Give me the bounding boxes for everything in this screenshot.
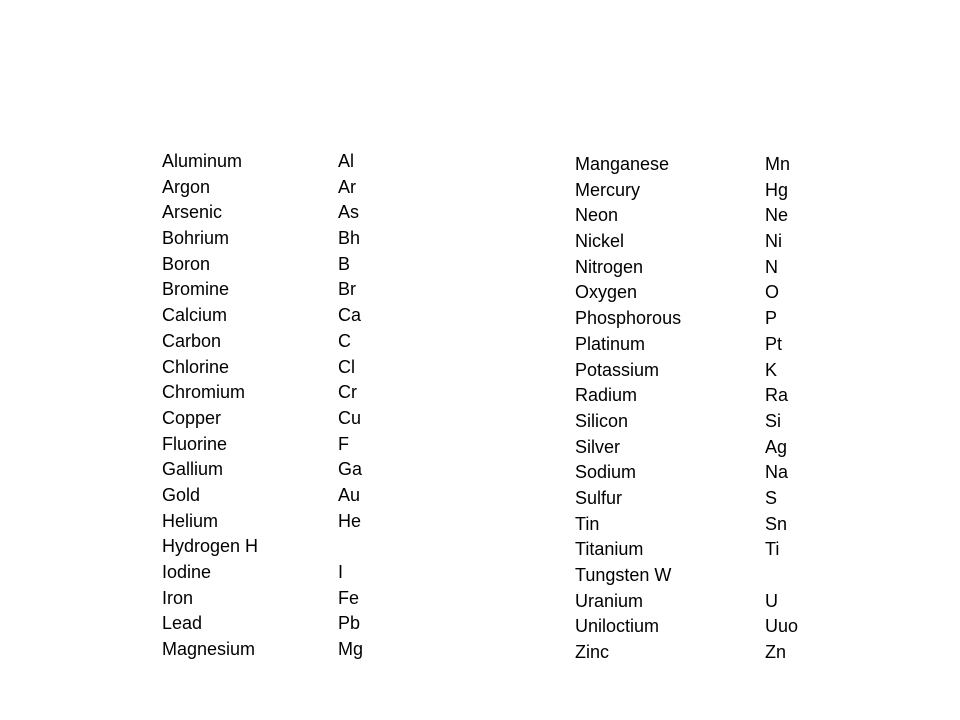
element-name: Gold — [162, 484, 201, 505]
element-name: Argon — [162, 176, 211, 197]
element-row — [162, 406, 363, 432]
element-name: Iron — [162, 587, 194, 608]
element-row — [162, 534, 363, 560]
element-name: Magnesium — [162, 639, 256, 660]
element-row — [575, 229, 798, 255]
element-row — [162, 483, 363, 509]
element-name: Nitrogen — [575, 256, 644, 277]
element-row — [162, 329, 363, 355]
element-row — [162, 149, 363, 175]
element-symbol: P — [765, 308, 778, 329]
element-row — [162, 586, 363, 612]
element-symbol: S — [765, 487, 778, 508]
element-row — [575, 563, 798, 589]
element-row — [575, 640, 798, 666]
element-row — [575, 435, 798, 461]
element-symbol: Ti — [765, 539, 780, 560]
element-row — [575, 306, 798, 332]
element-symbol: Br — [338, 279, 356, 300]
element-name: Oxygen — [575, 282, 638, 303]
element-row — [575, 537, 798, 563]
element-symbol: Hg — [765, 179, 789, 200]
element-name: Silicon — [575, 410, 629, 431]
element-symbol: He — [338, 510, 362, 531]
element-symbol: N — [765, 256, 778, 277]
element-name: Platinum — [575, 333, 646, 354]
element-name: Carbon — [162, 330, 222, 351]
element-row — [575, 358, 798, 384]
element-row — [162, 226, 363, 252]
element-row — [162, 611, 363, 637]
element-symbol: Al — [338, 151, 355, 171]
element-name: Fluorine — [162, 433, 228, 454]
element-name: Hydrogen H — [162, 536, 259, 557]
element-symbol: Na — [765, 462, 789, 483]
element-symbol: Au — [338, 484, 361, 505]
element-symbol: Mg — [338, 639, 364, 660]
element-name: Sodium — [575, 462, 637, 483]
element-symbol: Uuo — [765, 616, 799, 637]
element-symbol: I — [338, 562, 344, 582]
element-name: Chlorine — [162, 356, 230, 377]
element-row — [575, 383, 798, 409]
element-symbol: Cl — [338, 356, 355, 377]
element-name: Mercury — [575, 179, 641, 200]
element-row — [575, 589, 798, 615]
element-symbol: Ra — [765, 385, 789, 406]
element-symbol: F — [338, 433, 349, 454]
element-row — [162, 175, 363, 201]
element-symbol: Ar — [338, 176, 356, 197]
element-name: Aluminum — [162, 151, 243, 171]
element-row — [162, 457, 363, 483]
element-symbol: Pt — [765, 333, 783, 354]
element-name: Tungsten W — [575, 565, 672, 585]
element-row — [575, 332, 798, 358]
element-name: Neon — [575, 205, 619, 226]
element-symbol: Si — [765, 410, 782, 431]
element-name: Uranium — [575, 590, 644, 611]
element-row — [575, 460, 798, 486]
element-row — [575, 178, 798, 204]
element-symbol: U — [765, 590, 778, 611]
element-name: Potassium — [575, 359, 660, 380]
element-row — [575, 280, 798, 306]
element-name: Manganese — [575, 154, 670, 174]
element-row — [575, 203, 798, 229]
element-row — [575, 614, 798, 640]
element-name: Sulfur — [575, 487, 623, 508]
element-row — [162, 200, 363, 226]
element-symbol: Ne — [765, 205, 789, 226]
element-list-left — [162, 149, 363, 663]
element-name: Chromium — [162, 382, 246, 403]
element-list-right — [575, 152, 798, 666]
element-row — [162, 252, 363, 278]
element-row — [162, 380, 363, 406]
element-row — [575, 409, 798, 435]
element-symbol: As — [338, 202, 360, 223]
element-row — [575, 486, 798, 512]
element-symbol: Pb — [338, 613, 361, 634]
element-row — [162, 277, 363, 303]
element-name: Copper — [162, 407, 222, 428]
element-symbol: Ga — [338, 459, 363, 480]
element-symbol: Bh — [338, 228, 361, 249]
element-symbol: C — [338, 330, 351, 351]
element-row — [162, 560, 363, 586]
element-symbol: O — [765, 282, 780, 303]
element-row — [575, 255, 798, 281]
element-name: Bromine — [162, 279, 230, 300]
element-symbol: Ag — [765, 436, 788, 457]
element-row — [162, 637, 363, 663]
element-name: Radium — [575, 385, 638, 406]
element-name: Boron — [162, 253, 211, 274]
element-symbol: Cr — [338, 382, 357, 403]
element-symbol: Sn — [765, 513, 788, 534]
element-name: Titanium — [575, 539, 644, 560]
element-symbol: Mn — [765, 154, 791, 174]
element-row — [162, 303, 363, 329]
element-symbol: Fe — [338, 587, 360, 608]
element-name: Helium — [162, 510, 219, 531]
element-name: Tin — [575, 513, 600, 534]
element-row — [162, 509, 363, 535]
element-symbol: Ni — [765, 231, 782, 252]
element-name: Lead — [162, 613, 203, 634]
element-row — [162, 355, 363, 381]
element-row — [575, 152, 798, 178]
element-name: Silver — [575, 436, 621, 457]
element-name: Uniloctium — [575, 616, 660, 637]
element-name: Phosphorous — [575, 308, 682, 329]
element-name: Nickel — [575, 231, 625, 252]
element-name: Calcium — [162, 305, 228, 326]
element-name: Arsenic — [162, 202, 223, 223]
element-name: Gallium — [162, 459, 224, 480]
element-symbol: Cu — [338, 407, 362, 428]
element-name: Bohrium — [162, 228, 230, 249]
element-row — [162, 432, 363, 458]
element-symbol: K — [765, 359, 778, 380]
element-name: Iodine — [162, 562, 212, 582]
element-symbol: Ca — [338, 305, 362, 326]
element-row — [575, 512, 798, 538]
element-name: Zinc — [575, 642, 610, 663]
element-symbol: B — [338, 253, 351, 274]
element-symbol: Zn — [765, 642, 787, 663]
